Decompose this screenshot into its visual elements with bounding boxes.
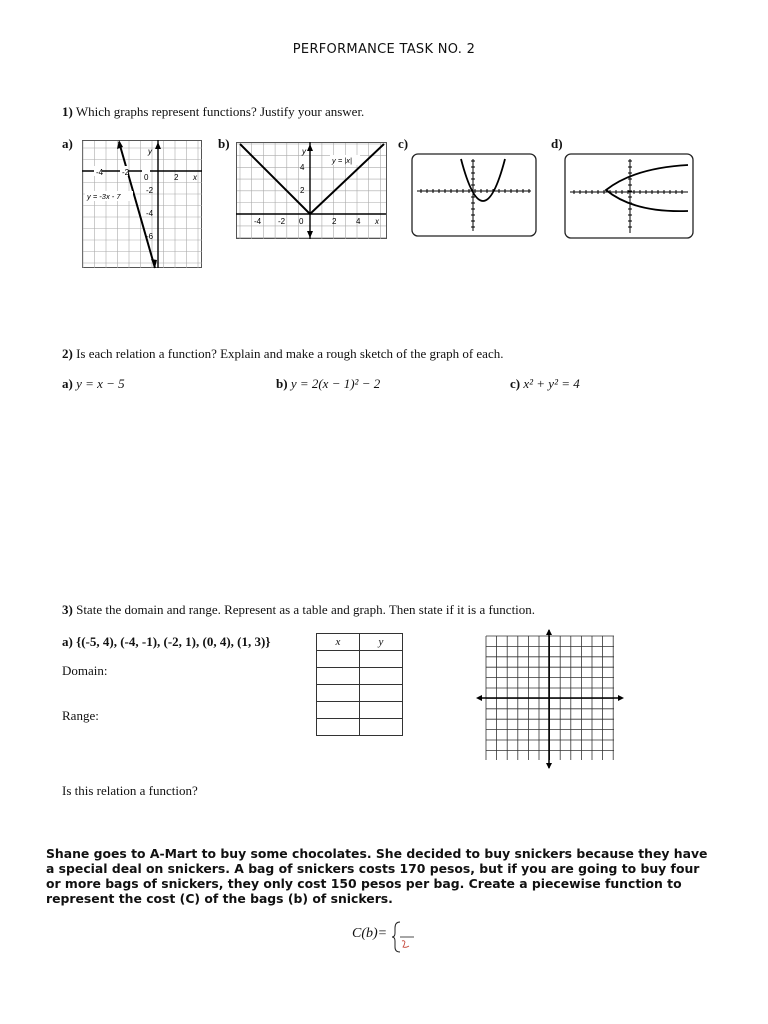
item-2a-label: a) — [62, 376, 73, 391]
item-2c — [510, 376, 580, 392]
tick-x-2: 2 — [174, 173, 179, 182]
table-cell[interactable] — [317, 702, 360, 719]
question-2-text: Is each relation a function? Explain and make a rough sketch of the graph of each. — [76, 346, 504, 361]
table-cell[interactable] — [360, 651, 403, 668]
relation-set: {(-5, 4), (-4, -1), (-2, 1), (0, 4), (1, 3)} — [76, 634, 271, 649]
equation-label: y = |x| — [332, 156, 352, 165]
cursor-mark — [402, 941, 409, 948]
table-cell[interactable] — [317, 685, 360, 702]
graph-d-label: d) — [551, 136, 563, 151]
table-cell[interactable] — [360, 685, 403, 702]
graph-c-label: c) — [398, 136, 409, 151]
item-3a — [62, 634, 270, 650]
table-row[interactable] — [317, 685, 403, 702]
item-2c-label: c) — [510, 376, 521, 391]
graph-a — [82, 140, 204, 270]
item-2b-expr: y = 2(x − 1)² − 2 — [290, 376, 381, 391]
table-cell[interactable] — [360, 702, 403, 719]
tick-y-2: 2 — [300, 186, 305, 195]
tick-y-neg4: -4 — [146, 209, 154, 218]
table-row[interactable] — [317, 702, 403, 719]
tick-y-neg2: -2 — [146, 186, 154, 195]
table-header-row — [317, 634, 403, 651]
question-3 — [62, 602, 535, 618]
tick-origin: 0 — [144, 173, 149, 182]
question-1-text: Which graphs represent functions? Justify your answer. — [75, 104, 365, 119]
graph-c — [411, 153, 537, 237]
graph-a-label: a) — [62, 136, 73, 151]
item-2a — [62, 376, 125, 392]
question-3-text: State the domain and range. Represent as a table and graph. Then state if it is a function. — [76, 602, 536, 617]
page-title: PERFORMANCE TASK NO. 2 — [292, 42, 476, 57]
tick-x-neg4: -4 — [254, 217, 262, 226]
table-header-x: x — [317, 634, 360, 651]
graph-b-label: b) — [218, 136, 230, 151]
table-cell[interactable] — [360, 668, 403, 685]
piecewise-brace[interactable] — [392, 920, 422, 954]
tick-x-neg2: -2 — [278, 217, 286, 226]
table-row[interactable] — [317, 651, 403, 668]
table-header-y: y — [360, 634, 403, 651]
question-1 — [62, 104, 364, 120]
x-axis-label: x — [375, 217, 379, 226]
tick-y-neg6: -6 — [146, 232, 154, 241]
piecewise-lhs: C(b)= — [352, 926, 388, 941]
table-cell[interactable] — [360, 719, 403, 736]
y-axis-label: y — [302, 147, 306, 156]
range-label: Range: — [62, 708, 99, 723]
question-3-number: 3) — [62, 602, 73, 617]
graph-b — [236, 142, 388, 240]
item-2b — [276, 376, 380, 392]
table-cell[interactable] — [317, 668, 360, 685]
item-2a-expr: y = x − 5 — [76, 376, 125, 391]
tick-y-4: 4 — [300, 163, 305, 172]
function-question: Is this relation a function? — [62, 783, 198, 798]
tick-x-neg4: -4 — [96, 168, 104, 177]
y-axis-label: y — [148, 147, 152, 156]
equation-label: y = -3x - 7 — [87, 192, 121, 201]
table-cell[interactable] — [317, 719, 360, 736]
coordinate-grid[interactable] — [474, 628, 626, 770]
item-2c-expr: x² + y² = 4 — [523, 376, 580, 391]
word-problem: Shane goes to A-Mart to buy some chocolates. She decided to buy snickers because they have a special deal on snickers. A bag of snickers costs 170 pesos, but if you are going to buy four or more bags of snickers, they only cost 150 pesos per bag. Create a piecewise function to represent the cost (C) of the bags (b) of snickers. — [46, 846, 708, 906]
tick-x-4: 4 — [356, 217, 361, 226]
table-row[interactable] — [317, 668, 403, 685]
table-row[interactable] — [317, 719, 403, 736]
graph-d — [564, 153, 694, 239]
tick-x-2: 2 — [332, 217, 337, 226]
tick-origin: 0 — [299, 217, 304, 226]
question-2 — [62, 346, 503, 362]
question-2-number: 2) — [62, 346, 73, 361]
item-3a-label: a) — [62, 634, 73, 649]
x-axis-label: x — [193, 173, 197, 182]
question-1-number: 1) — [62, 104, 73, 119]
domain-label: Domain: — [62, 663, 108, 678]
tick-x-neg2: -2 — [122, 168, 130, 177]
table-cell[interactable] — [317, 651, 360, 668]
xy-table — [316, 633, 403, 736]
item-2b-label: b) — [276, 376, 288, 391]
